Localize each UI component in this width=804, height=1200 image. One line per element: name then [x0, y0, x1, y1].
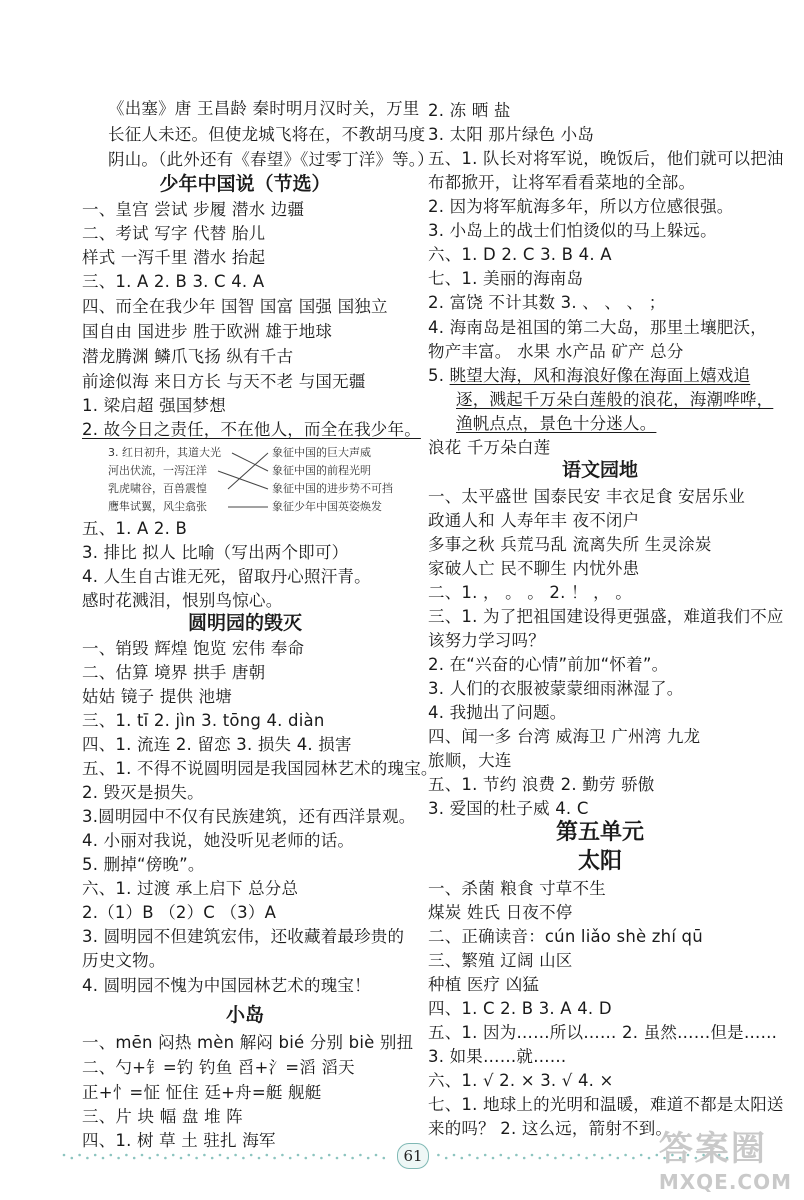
- footer-dot: [461, 1157, 464, 1160]
- footer-dot: [640, 1154, 643, 1157]
- footer-dot: [624, 1154, 627, 1157]
- answer-line: 正+忄=怔 怔住 廷+舟=艇 舰艇: [82, 1083, 322, 1102]
- footer-dot: [164, 1157, 167, 1160]
- footer-dot: [375, 1154, 378, 1157]
- answer-line: 一、杀菌 粮食 寸草不生: [428, 879, 606, 898]
- answer-line: [428, 365, 750, 387]
- answer-line: 七、1. 美丽的海南岛: [428, 269, 584, 288]
- footer-dot: [102, 1157, 105, 1160]
- underlined-line: 渔帆点点，景色十分迷人。: [456, 414, 657, 433]
- answer-line: 1. 梁启超 强国梦想: [82, 396, 226, 415]
- unit-title: 第五单元: [555, 820, 644, 845]
- answer-line: 4. 圆明园不愧为中国园林艺术的瑰宝！: [82, 976, 371, 995]
- footer-dot: [554, 1157, 557, 1160]
- answer-line: 4. 我抛出了问题。: [428, 703, 567, 722]
- footer-dot: [546, 1154, 549, 1157]
- answer-line: 四、1. 树 草 土 驻扎 海军: [82, 1131, 276, 1150]
- section-title: 小岛: [225, 1004, 264, 1026]
- section-title: 少年中国说（节选）: [159, 173, 331, 195]
- answer-line: 4. 人生自古谁无死，留取丹心照汗青。: [82, 567, 371, 586]
- footer-dot: [273, 1157, 276, 1160]
- match-right-item: 象征中国的进步势不可挡: [272, 482, 393, 495]
- footer-dot: [219, 1154, 222, 1157]
- footer-dot: [656, 1154, 659, 1157]
- answer-line: 3. 圆明园不但建筑宏伟，还收藏着最珍贵的: [82, 927, 405, 946]
- answer-line: 四、1. C 2. B 3. A 4. D: [428, 999, 612, 1018]
- footer-dot: [351, 1157, 354, 1160]
- answer-line: 二、估算 境界 拱手 唐朝: [82, 663, 266, 682]
- footer-dot: [156, 1154, 159, 1157]
- answer-line: 前途似海 来日方长 与天不老 与国无疆: [82, 372, 366, 391]
- match-line: [228, 453, 268, 489]
- answer-line: 五、1. 因为……所以…… 2. 虽然……但是……: [428, 1023, 778, 1042]
- footer-dot: [437, 1154, 440, 1157]
- watermark-logo-text: 答案圈: [658, 1129, 767, 1169]
- footer-dot: [585, 1157, 588, 1160]
- footer-dot: [484, 1154, 487, 1157]
- answer-line: 3.圆明园中不仅有民族建筑，还有西洋景观。: [82, 807, 416, 826]
- answer-line: 三、1. A 2. B 3. C 4. A: [82, 272, 265, 291]
- answer-line: 3. 如果……就……: [428, 1047, 567, 1066]
- footer-dot: [367, 1157, 370, 1160]
- footer-dot: [195, 1157, 198, 1160]
- footer-dot: [468, 1154, 471, 1157]
- answer-line: 4. 海南岛是祖国的第二大岛，那里土壤肥沃，: [428, 318, 767, 337]
- answer-line: 一、皇宫 尝试 步履 潜水 边疆: [82, 200, 305, 219]
- answer-line: 六、1. D 2. C 3. B 4. A: [428, 245, 612, 264]
- match-left-item: 鹰隼试翼，风尘翕张: [108, 500, 207, 513]
- footer-dot: [63, 1154, 66, 1157]
- footer-dot: [86, 1157, 89, 1160]
- footer-dot: [117, 1157, 120, 1160]
- section-title: 圆明园的毁灭: [187, 612, 302, 634]
- footer-dot: [227, 1157, 230, 1160]
- answer-line: 2. 富饶 不计其数 3. 、 、 、 ；: [428, 293, 666, 312]
- footer-dot: [445, 1157, 448, 1160]
- answer-line: 种植 医疗 凶猛: [428, 975, 540, 994]
- footer-dot: [242, 1157, 245, 1160]
- answer-line: 物产丰富。 水果 水产品 矿产 总分: [428, 342, 684, 361]
- footer-dot: [180, 1157, 183, 1160]
- footer-dot: [328, 1154, 331, 1157]
- page-number: 61: [397, 1143, 429, 1169]
- footer-dot: [492, 1157, 495, 1160]
- answer-line: 2.（1）B （2）C （3）A: [82, 903, 277, 922]
- answer-line: 3. 太阳 那片绿色 小岛: [428, 125, 595, 144]
- answer-line: 历史文物。: [82, 951, 166, 970]
- footer-dot: [539, 1157, 542, 1160]
- footer-dot: [500, 1154, 503, 1157]
- answer-line: 政通人和 人寿年丰 夜不闭户: [428, 511, 640, 530]
- footer-dot: [383, 1157, 386, 1160]
- answer-line: 样式 一泻千里 潜水 抬起: [82, 248, 266, 267]
- footer-dot: [320, 1157, 323, 1160]
- match-line: [218, 471, 268, 489]
- footer-dot: [359, 1154, 362, 1157]
- answer-line: 五、1. 节约 浪费 2. 勤劳 骄傲: [428, 775, 655, 794]
- footer-dot: [601, 1157, 604, 1160]
- underlined-text: 眺望大海，风和海浪好像在海面上嬉戏追: [449, 366, 751, 385]
- footer-dot: [507, 1157, 510, 1160]
- underlined-line: 逐，溅起千万朵白莲般的浪花，海潮哗哗，: [456, 390, 774, 409]
- footer-dot: [297, 1154, 300, 1157]
- footer-dot: [593, 1154, 596, 1157]
- footer-dot: [312, 1154, 315, 1157]
- answer-line: 该努力学习吗？: [428, 631, 545, 650]
- watermark: [659, 1121, 792, 1194]
- answer-line: 四、而全在我少年 国智 国富 国强 国独立: [82, 297, 388, 316]
- footer-dot: [570, 1157, 573, 1160]
- answer-line: 三、1. tī 2. jìn 3. tōng 4. diàn: [82, 711, 325, 730]
- footer-dot: [632, 1157, 635, 1160]
- answer-line: 七、1. 地球上的光明和温暖，难道不都是太阳送: [428, 1095, 784, 1114]
- answer-line: 潜龙腾渊 鳞爪飞扬 纵有千古: [82, 347, 294, 366]
- footer-dot: [172, 1154, 175, 1157]
- answer-line: 六、1. 过渡 承上启下 总分总: [82, 879, 299, 898]
- answer-line: 感时花溅泪，恨别鸟惊心。: [82, 591, 283, 610]
- footer-dot: [211, 1157, 214, 1160]
- footer-dot: [266, 1154, 269, 1157]
- answer-line: 煤炭 姓氏 日夜不停: [428, 903, 573, 922]
- answer-line: 五、1. 不得不说圆明园是我国园林艺术的瑰宝。: [82, 759, 438, 778]
- footer-dot: [578, 1154, 581, 1157]
- answer-line: 二、正确读音：cún liǎo shè zhí qū: [428, 927, 703, 946]
- footer-dot: [609, 1154, 612, 1157]
- answer-line: 来的吗？ 2. 这么远，箭射不到。: [428, 1119, 673, 1138]
- footer-dot: [250, 1154, 253, 1157]
- answer-line: 3. 小岛上的战士们怕烫似的马上躲远。: [428, 221, 717, 240]
- answer-line: 2. 冻 晒 盐: [428, 101, 511, 120]
- answer-line: 三、繁殖 辽阔 山区: [428, 951, 573, 970]
- footer-dot: [94, 1154, 97, 1157]
- section-title: 太阳: [577, 849, 622, 874]
- answer-line: 一、销毁 辉煌 饱览 宏伟 奉命: [82, 639, 305, 658]
- match-right-item: 象征中国的巨大声威: [272, 446, 371, 459]
- footer-dot: [289, 1157, 292, 1160]
- footer-dot: [305, 1157, 308, 1160]
- answer-line: 一、太平盛世 国泰民安 丰衣足食 安居乐业: [428, 487, 745, 506]
- answer-line: 姑姑 镜子 提供 池塘: [82, 687, 232, 706]
- match-right-item: 象征少年中国英姿焕发: [272, 500, 382, 513]
- answer-line: 三、1. 为了把祖国建设得更强盛，难道我们不应: [428, 607, 784, 626]
- footer-dot: [258, 1157, 261, 1160]
- answer-line: 2. 因为将军航海多年，所以方位感很强。: [428, 197, 734, 216]
- footer-dot: [476, 1157, 479, 1160]
- answer-line: 二、勺+钅=钓 钓鱼 舀+氵=滔 滔天: [82, 1058, 355, 1077]
- answer-line: 2. 在“兴奋的心情”前加“怀着”。: [428, 655, 669, 674]
- answer-line: 4. 小丽对我说，她没听见老师的话。: [82, 831, 355, 850]
- section-title: 语文园地: [561, 459, 638, 481]
- poem-line: 长征人未还。但使龙城飞将在，不教胡马度: [108, 125, 426, 144]
- answer-line: 5. 删掉“傍晚”。: [82, 855, 205, 874]
- answer-line: 国自由 国进步 胜于欧洲 雄于地球: [82, 322, 333, 341]
- footer-dot: [110, 1154, 113, 1157]
- footer-dot: [523, 1157, 526, 1160]
- answer-line: 浪花 千万朵白莲: [428, 438, 551, 457]
- answer-line: 二、考试 写字 代替 胎儿: [82, 224, 266, 243]
- footer-dot: [648, 1157, 651, 1160]
- footer-dot: [531, 1154, 534, 1157]
- footer-dot: [188, 1154, 191, 1157]
- footer-dot: [71, 1157, 74, 1160]
- answer-line: 五、1. 队长对将军说，晚饭后，他们就可以把油: [428, 149, 784, 168]
- footer-dot: [125, 1154, 128, 1157]
- match-right-item: 象征中国的前程光明: [272, 464, 371, 477]
- answer-line: 四、闻一多 台湾 威海卫 广州湾 九龙: [428, 727, 701, 746]
- poem-line: 《出塞》唐 王昌龄 秦时明月汉时关，万里: [108, 99, 420, 118]
- match-left-item: 乳虎啸谷，百兽震惶: [108, 482, 207, 495]
- answer-line: 四、1. 流连 2. 留恋 3. 损失 4. 损害: [82, 735, 352, 754]
- footer-dot: [617, 1157, 620, 1160]
- answer-line: 三、片 块 幅 盘 堆 阵: [82, 1107, 243, 1126]
- match-line: [232, 453, 268, 471]
- footer-dot: [336, 1157, 339, 1160]
- watermark-url: MXQE.COM: [658, 1170, 792, 1194]
- answer-line: 旅顺，大连: [428, 751, 512, 770]
- footer-dot: [344, 1154, 347, 1157]
- answer-line: 家破人亡 民不聊生 内忧外患: [428, 559, 640, 578]
- footer-dot: [234, 1154, 237, 1157]
- answer-line: 3. 爱国的杜子威 4. C: [428, 799, 589, 818]
- footer-dot: [562, 1154, 565, 1157]
- answer-line: 二、1. ， 。 。 2. ！ ， 。: [428, 583, 632, 602]
- answer-prefix: 5.: [428, 366, 450, 385]
- footer-dot: [141, 1154, 144, 1157]
- answer-line: 布都掀开，让将军看看菜地的全部。: [428, 173, 696, 192]
- answer-line: 2. 故今日之责任，不在他人，而全在我少年。: [82, 420, 421, 439]
- poem-line: 阴山。（此外还有《春望》《过零丁洋》等。）: [108, 150, 434, 169]
- answer-line: 一、mēn 闷热 mèn 解闷 bié 分别 biè 别扭: [82, 1033, 414, 1052]
- footer-dot: [133, 1157, 136, 1160]
- answer-line: 3. 排比 拟人 比喻（写出两个即可）: [82, 543, 349, 562]
- footer-dot: [281, 1154, 284, 1157]
- footer-dot: [203, 1154, 206, 1157]
- answer-line: 五、1. A 2. B: [82, 519, 188, 538]
- footer-dot: [453, 1154, 456, 1157]
- answer-line: 多事之秋 兵荒马乱 流离失所 生灵涂炭: [428, 535, 712, 554]
- footer-dot: [149, 1157, 152, 1160]
- match-left-item: 3. 红日初升，其道大光: [108, 446, 221, 459]
- answer-line: 2. 毁灭是损失。: [82, 783, 204, 802]
- answer-line: 六、1. √ 2. × 3. √ 4. ×: [428, 1071, 614, 1090]
- footer-dot: [515, 1154, 518, 1157]
- answer-line: 3. 人们的衣服被蒙蒙细雨淋湿了。: [428, 679, 684, 698]
- match-left-item: 河出伏流，一泻汪洋: [108, 464, 207, 477]
- footer-dot: [78, 1154, 81, 1157]
